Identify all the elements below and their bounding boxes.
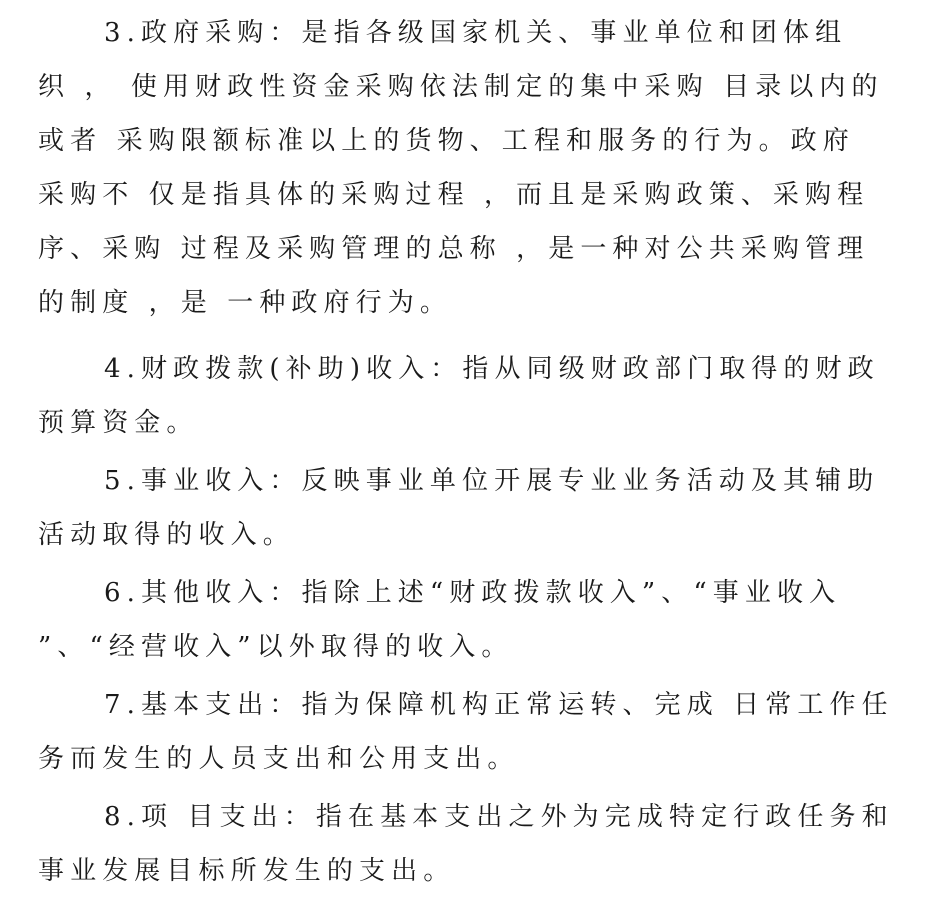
text-line: 序、采购 过程及采购管理的总称 ，是一种对公共采购管理 [38, 234, 870, 264]
text-line: 7.基本支出：指为保障机构正常运转、完成 日常工作任 [104, 690, 894, 720]
text-line: 务而发生的人员支出和公用支出。 [38, 744, 520, 774]
text-line: 的制度 ，是 一种政府行为。 [38, 288, 452, 318]
text-line: 3.政府采购：是指各级国家机关、事业单位和团体组 [104, 18, 848, 48]
paragraph-other-income [38, 566, 918, 674]
text-line: 4.财政拨款(补助)收入：指从同级财政部门取得的财政 [104, 354, 880, 384]
paragraph-government-procurement [38, 6, 918, 330]
text-line: ”、“经营收入”以外取得的收入。 [38, 632, 514, 662]
text-line: 织 ， 使用财政性资金采购依法制定的集中采购 目录以内的 [38, 72, 884, 102]
paragraph-basic-expenditure [38, 678, 918, 786]
paragraph-project-expenditure [38, 790, 918, 898]
text-line: 预算资金。 [38, 408, 199, 438]
text-line: 8.项 目支出：指在基本支出之外为完成特定行政任务和 [104, 802, 894, 832]
text-line: 采购不 仅是指具体的采购过程 ，而且是采购政策、采购程 [38, 180, 870, 210]
text-line: 5.事业收入：反映事业单位开展专业业务活动及其辅助 [104, 466, 880, 496]
text-line: 或者 采购限额标准以上的货物、工程和服务的行为。政府 [38, 126, 855, 156]
text-line: 事业发展目标所发生的支出。 [38, 856, 456, 886]
paragraph-fiscal-appropriation-income [38, 342, 918, 450]
text-line: 活动取得的收入。 [38, 520, 295, 550]
text-line: 6.其他收入：指除上述“财政拨款收入”、“事业收入 [104, 578, 842, 608]
paragraph-business-income [38, 454, 918, 562]
